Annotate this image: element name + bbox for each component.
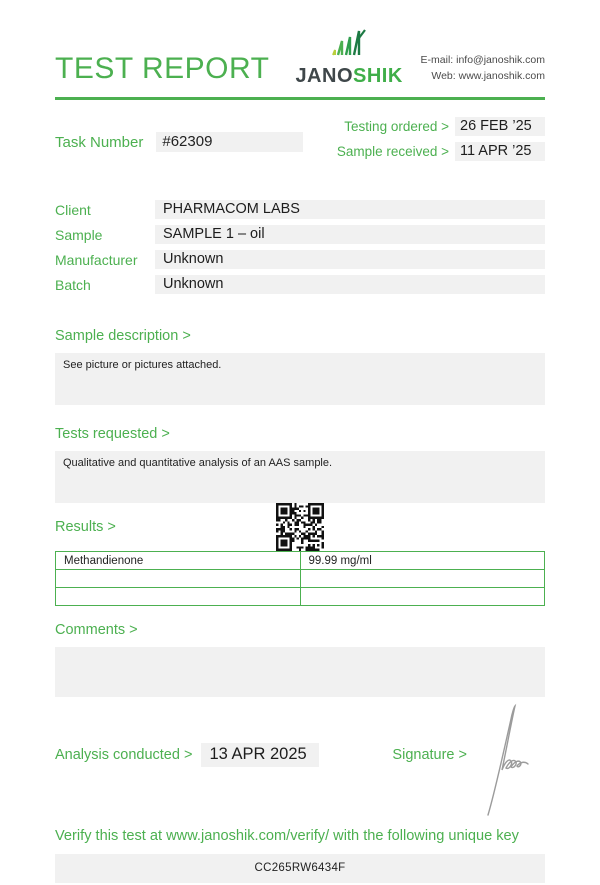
table-row — [56, 588, 545, 606]
testing-ordered-label: Testing ordered > — [344, 119, 449, 134]
batch-label: Batch — [55, 277, 91, 293]
testing-ordered-value: 26 FEB ’25 — [455, 117, 545, 136]
result-concentration: 99.99 mg/ml — [300, 552, 545, 570]
analysis-date-value: 13 APR 2025 — [201, 743, 318, 767]
report-header — [55, 26, 545, 88]
verify-instruction: Verify this test at www.janoshik.com/verify/ with the following unique key — [55, 828, 519, 844]
task-number-label: Task Number — [55, 133, 144, 151]
batch-row — [55, 275, 545, 294]
sample-value: SAMPLE 1 – oil — [155, 225, 545, 244]
logo-text-green: SHIK — [353, 65, 403, 87]
qr-code — [276, 503, 324, 551]
tests-requested-heading: Tests requested > — [55, 426, 170, 442]
sample-received-row — [336, 142, 545, 161]
sample-received-label: Sample received > — [336, 144, 449, 159]
results-band — [55, 503, 545, 551]
contact-web-line: Web: www.janoshik.com — [431, 70, 545, 83]
sample-label: Sample — [55, 227, 103, 243]
chart-peaks-icon — [326, 28, 372, 58]
analysis-signature-row — [55, 743, 545, 767]
unique-key-value: CC265RW6434F — [55, 854, 545, 883]
comments-box — [55, 647, 545, 697]
sample-row — [55, 225, 545, 244]
sample-description-heading: Sample description > — [55, 328, 191, 344]
client-label: Client — [55, 202, 91, 218]
contact-web: www.janoshik.com — [458, 70, 545, 83]
tests-requested-box: Qualitative and quantitative analysis of an AAS sample. — [55, 451, 545, 503]
table-row — [56, 552, 545, 570]
result-substance: Methandienone — [56, 552, 301, 570]
header-divider — [55, 97, 545, 100]
task-number-value: #62309 — [156, 132, 303, 152]
signature-label: Signature > — [392, 747, 467, 763]
comments-heading: Comments > — [55, 622, 138, 638]
batch-value: Unknown — [155, 275, 545, 294]
results-table — [55, 551, 545, 606]
contact-email: info@janoshik.com — [456, 54, 545, 66]
analysis-conducted-label: Analysis conducted > — [55, 747, 193, 763]
result-concentration — [300, 588, 545, 606]
dates-block — [336, 117, 545, 167]
sample-info-block — [55, 200, 545, 294]
contact-info — [421, 52, 545, 85]
janoshik-logo — [295, 28, 402, 88]
task-section — [55, 117, 545, 167]
signature-scribble — [479, 703, 531, 818]
logo-wordmark — [295, 65, 402, 88]
sample-received-value: 11 APR ’25 — [455, 142, 545, 161]
client-row — [55, 200, 545, 219]
result-substance — [56, 570, 301, 588]
table-row — [56, 570, 545, 588]
manufacturer-value: Unknown — [155, 250, 545, 269]
client-value: PHARMACOM LABS — [155, 200, 545, 219]
sample-description-box: See picture or pictures attached. — [55, 353, 545, 405]
result-substance — [56, 588, 301, 606]
results-heading: Results > — [55, 519, 116, 535]
contact-email-line: E-mail: info@janoshik.com — [420, 54, 545, 66]
manufacturer-row — [55, 250, 545, 269]
page-title: TEST REPORT — [55, 52, 270, 85]
testing-ordered-row — [336, 117, 545, 136]
logo-text-dark: JANO — [295, 65, 354, 87]
result-concentration — [300, 570, 545, 588]
manufacturer-label: Manufacturer — [55, 252, 138, 268]
